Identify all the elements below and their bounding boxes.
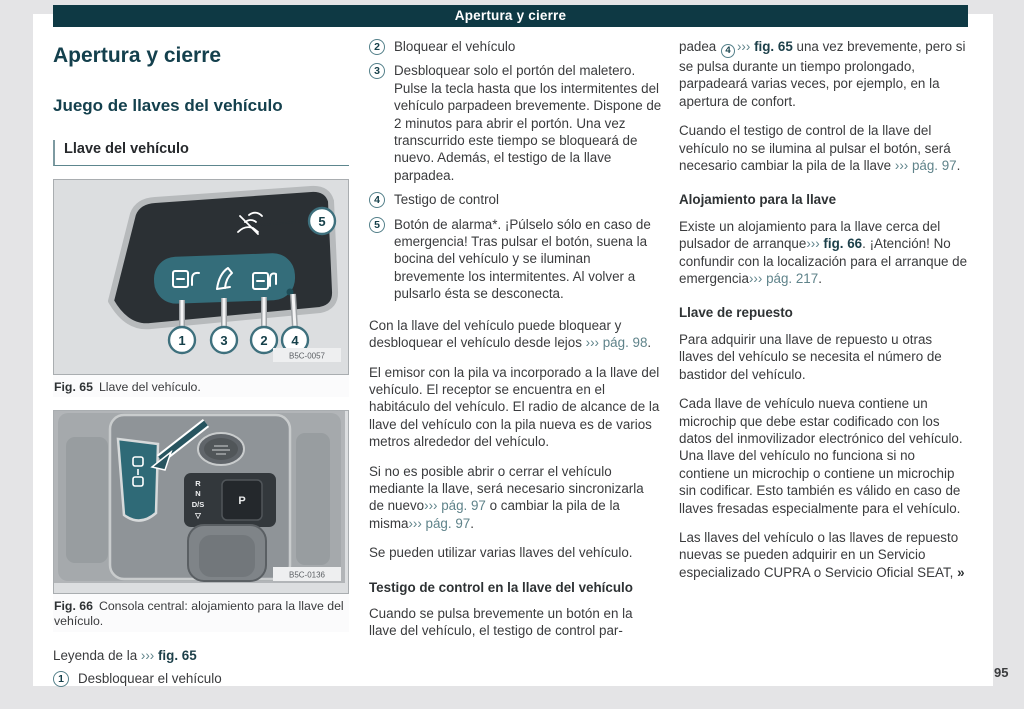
numbered-list <box>369 38 662 303</box>
body-paragraphs <box>369 317 662 640</box>
figure-65 <box>53 179 349 397</box>
gear-letter-ds: D/S <box>191 500 205 510</box>
cross-reference-link[interactable]: ››› pág. 98 <box>585 335 648 351</box>
paragraph: Testigo de control en la llave del vehículo <box>369 579 633 595</box>
middle-column <box>369 38 662 652</box>
legend-title: Leyenda de la ››› fig. 65 <box>53 647 197 663</box>
item-text: Testigo de control <box>394 192 499 208</box>
figure-65-caption <box>53 375 349 398</box>
right-column <box>679 38 968 593</box>
cross-reference-link[interactable]: ››› pág. 97 <box>894 158 957 174</box>
paragraph: Cada llave de vehículo nueva contiene un microchip que debe estar codificado con los datos del inmovilizador electrónico del vehículo. Una llave del vehículo no funciona si no contiene un microchip o contiene un microchip sin codificar. Esto también es válido en caso de llaves fresadas especialmente para el vehículo. <box>679 396 963 516</box>
paragraph: Se pueden utilizar varias llaves del vehículo. <box>369 545 633 561</box>
paragraph: Si no es posible abrir o cerrar el vehículo mediante la llave, será necesario sincronizarla de nuevo››› pág. 97 o cambiar la pila de la misma››› pág. 97. <box>369 463 644 531</box>
engine-start-button <box>198 433 244 465</box>
item-text: Desbloquear solo el portón del maletero. Pulse la tecla hasta que los intermitentes del vehículo parpadeen brevemente. Dispone de 2 minutos para abrir el portón. Una vez transcurrido este tiempo se bloqueará de nuevo. Además, el testigo de la llave parpadea. <box>394 63 662 183</box>
list-item <box>369 191 662 208</box>
figure-caption-text: Llave del vehículo. <box>98 379 201 394</box>
section-heading: Juego de llaves del vehículo <box>53 96 283 115</box>
item-number-badge: 4 <box>369 192 385 208</box>
list-item <box>369 216 662 303</box>
cross-reference-link[interactable]: ››› <box>736 39 755 54</box>
paragraph: Las llaves del vehículo o las llaves de repuesto nuevas se pueden adquirir en un Servicio especializado CUPRA o Servicio Oficial SEAT, » <box>679 529 965 580</box>
list-item <box>369 38 662 55</box>
cross-reference-link[interactable]: fig. 65 <box>157 647 197 663</box>
key-fob-button-pad <box>153 253 296 305</box>
paragraph: padea 4 ››› fig. 65 una vez brevemente, pero si se pulsa durante un tiempo prolongado, parpadeará varias veces, por ejemplo, en la apertura de confort. <box>679 39 966 109</box>
figure-65-image <box>53 179 349 374</box>
circled-number: 4 <box>721 44 735 58</box>
figure-66-image <box>53 410 349 593</box>
gear-letter-n: N <box>195 489 201 499</box>
figure-legend <box>53 647 349 688</box>
gear-knob <box>188 525 266 581</box>
paragraph: Para adquirir una llave de repuesto u otras llaves del vehículo se necesita el número de bastidor del vehículo. <box>679 331 942 382</box>
item-number-badge: 2 <box>369 39 385 55</box>
left-tray <box>66 437 108 563</box>
item-text: Bloquear el vehículo <box>394 39 516 54</box>
paragraph: Cuando se pulsa brevemente un botón en la llave del vehículo, el testigo de control par- <box>369 605 633 639</box>
paragraph: Con la llave del vehículo puede bloquear y desbloquear el vehículo desde lejos ››› pág. 98. <box>369 317 652 351</box>
paragraph: Llave de repuesto <box>679 305 793 321</box>
callout-number: 2 <box>260 333 268 349</box>
image-code: B5C-0136 <box>288 570 326 580</box>
list-item <box>369 62 662 184</box>
item-number-badge: 5 <box>369 217 385 233</box>
paragraph: Cuando el testigo de control de la llave del vehículo no se ilumina al pulsar el botón, será necesario cambiar la pila de la llave ››› pág. 97. <box>679 123 961 174</box>
cross-reference-link[interactable]: ››› <box>140 647 158 663</box>
figure-label: Fig. 65 <box>54 379 93 394</box>
image-code: B5C-0057 <box>288 351 326 361</box>
left-column <box>53 38 349 695</box>
cross-reference-link[interactable]: ››› pág. 97 <box>424 498 486 514</box>
item-text: Desbloquear el vehículo <box>78 671 222 687</box>
paragraph: El emisor con la pila va incorporado a la llave del vehículo. El receptor se encuentra en el habitáculo del vehículo. El radio de alcance de la llave del vehículo con la pila nueva es de varios metros alrededor del vehículo. <box>369 364 660 450</box>
cross-reference-link[interactable]: fig. 65 <box>754 39 793 54</box>
page-number: 95 <box>994 665 1009 680</box>
figure-label: Fig. 66 <box>54 598 93 613</box>
gear-down-arrow: ▽ <box>195 511 201 521</box>
cross-reference-link[interactable]: ››› pág. 217 <box>748 271 819 287</box>
cross-reference-link[interactable]: fig. 66 <box>823 236 863 252</box>
item-number-badge: 1 <box>53 671 69 687</box>
item-number-badge: 3 <box>369 63 385 79</box>
callout-number: 4 <box>291 333 299 349</box>
callout-number: 1 <box>178 333 186 349</box>
cross-reference-link[interactable]: ››› pág. 97 <box>408 515 471 531</box>
figure-66-caption <box>53 594 349 632</box>
key-fob-illustration <box>54 180 345 364</box>
legend-item <box>53 670 349 687</box>
gear-letter-r: R <box>195 479 201 489</box>
callout-number: 3 <box>220 333 228 349</box>
callout-number: 5 <box>318 214 326 230</box>
paragraph: Alojamiento para la llave <box>679 192 837 208</box>
body-paragraphs <box>679 38 968 581</box>
key-slot <box>118 439 158 521</box>
item-text: Botón de alarma*. ¡Púlselo sólo en caso de emergencia! Tras pulsar el botón, suena la bocina del vehículo y se iluminan brevemente los intermitentes. Al volver a pulsarlo ésta se desconecta. <box>394 216 651 302</box>
figure-caption-text: Consola central: alojamiento para la llave del vehículo. <box>54 598 344 629</box>
page-header: Apertura y cierre <box>53 5 968 27</box>
right-tray <box>296 433 330 565</box>
center-console-illustration <box>54 411 345 583</box>
paragraph: Existe un alojamiento para la llave cerca del pulsador de arranque››› fig. 66. ¡Atención! No confundir con la localización para el arranque de emergencia››› pág. 217. <box>679 218 968 287</box>
chapter-title: Apertura y cierre <box>53 44 222 67</box>
cross-reference-link[interactable]: ››› <box>806 236 824 252</box>
subsection-title: Llave del vehículo <box>53 140 349 166</box>
figure-66 <box>53 410 349 631</box>
park-button-label: P <box>238 495 246 508</box>
